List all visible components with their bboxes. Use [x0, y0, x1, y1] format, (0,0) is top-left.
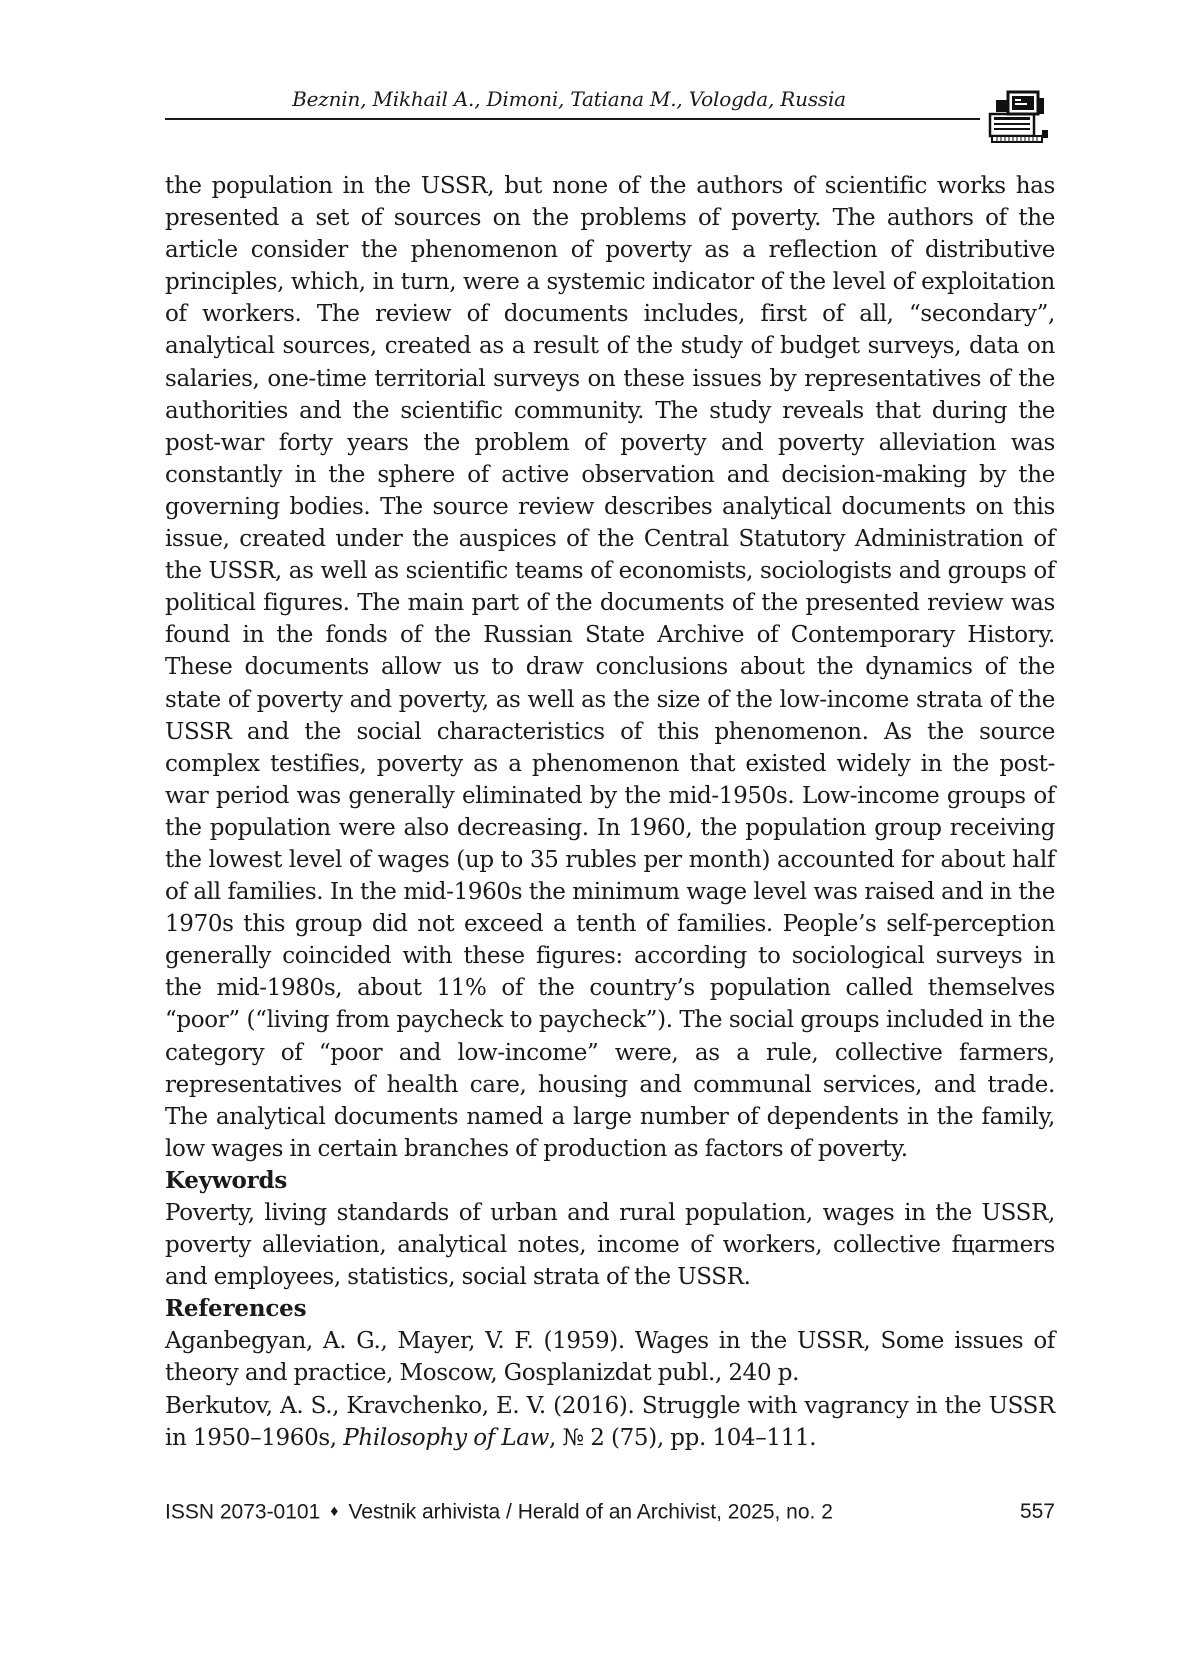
header-rule — [165, 118, 980, 120]
running-header: Beznin, Mikhail A., Dimoni, Tatiana M., Vologda, Russia — [292, 87, 846, 111]
diamond-icon: ♦ — [330, 1503, 339, 1521]
abstract-text: the population in the USSR, but none of the authors of scientific works has presented a set of sources on the problems of poverty. The authors of the article consider the phenomenon of poverty as a reflection of distributive principles, which, in turn, were a systemic indicator of the level of exploitation of workers. The review of documents includes, first of all, “secondary”, analytical sources, created as a result of the study of budget surveys, data on salaries, one-time territorial surveys on these issues by representatives of the authorities and the scientific community. The study reveals that during the post-war forty years the problem of poverty and poverty alleviation was constantly in the sphere of active observation and decision-making by the governing bodies. The source review describes analytical documents on this issue, created under the auspices of the Central Statutory Administration of the USSR, as well as scientific teams of economists, sociologists and groups of political figures. The main part of the documents of the presented review was found in the fonds of the Russian State Archive of Contemporary History. These documents allow us to draw conclusions about the dynamics of the state of poverty and poverty, as well as the size of the low-income strata of the USSR and the social characteristics of this phenomenon. As the source complex testifies, poverty as a phenomenon that existed widely in the post-war period was generally eliminated by the mid-1950s. Low-income groups of the population were also decreasing. In 1960, the population group receiving the lowest level of wages (up to 35 rubles per month) accounted for about half of all families. In the mid-1960s the minimum wage level was raised and in the 1970s this group did not exceed a tenth of families. People’s self-perception generally coincided with these figures: according to sociological surveys in the mid-1980s, about 11% of the country’s population called themselves “poor” (“living from paycheck to paycheck”). The social groups included in the category of “poor and low-income” were, as a rule, collective farmers, representatives of health care, housing and communal services, and trade. The analytical documents named a large number of dependents in the family, low wages in certain branches of production as factors of poverty. — [165, 173, 1055, 1162]
reference-journal: Philosophy of Law — [343, 1424, 549, 1451]
page-number: 557 — [1019, 1500, 1055, 1524]
keywords-heading: Keywords — [165, 1166, 288, 1194]
page-footer — [165, 1500, 1055, 1524]
footer-citation — [165, 1500, 833, 1524]
keywords-text: Poverty, living standards of urban and rural population, wages in the USSR, poverty alleviation, analytical notes, income of workers, collective fцarmers and employees, statistics, social strata of the USSR. — [165, 1200, 1055, 1291]
article-body — [165, 170, 1055, 1454]
footer-journal: Vestnik arhivista / Herald of an Archivist, 2025, no. 2 — [348, 1500, 833, 1524]
reference-text: , № 2 (75), pp. 104–111. — [548, 1424, 817, 1451]
footer-issn: ISSN 2073-0101 — [165, 1500, 321, 1524]
reference-text: Berkutov, A. S., Kravchenko, E. V. (2016). Struggle with vagrancy in the USSR in 1950–1960s, — [165, 1392, 1055, 1451]
reference-item: Aganbegyan, A. G., Mayer, V. F. (1959). Wages in the USSR, Some issues of theory and practice, Moscow, Gosplanizdat publ., 240 p. — [165, 1328, 1055, 1387]
reference-item — [165, 1390, 1055, 1454]
references-heading: References — [165, 1295, 307, 1323]
computer-archive-icon — [986, 86, 1050, 146]
